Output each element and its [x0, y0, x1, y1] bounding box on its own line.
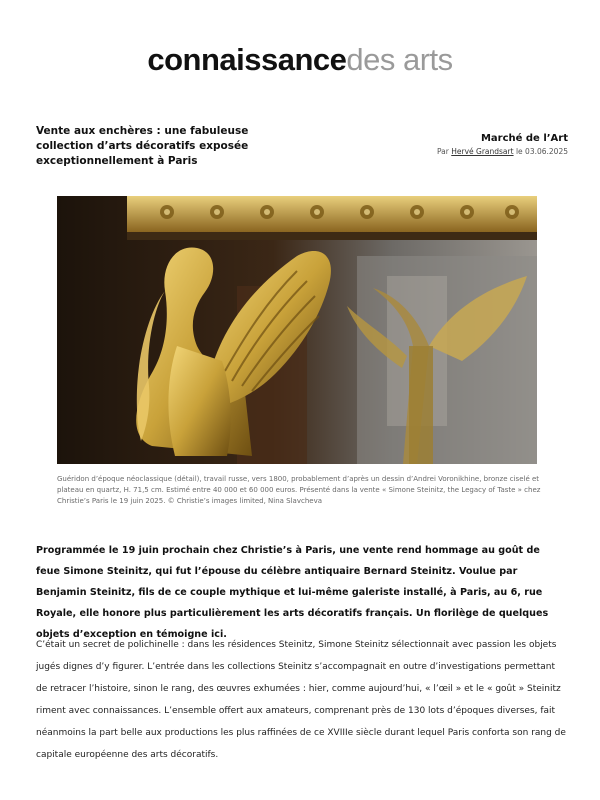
article-body: C’était un secret de polichinelle : dans les résidences Steinitz, Simone Steinitz sélectionnait avec passion les objets jugés dignes d’y figurer. L’entrée dans les collections Steinitz s’accompagnait en outre d’investigations permettant de retracer l’histoire, sinon le rang, des œuvres exhumées : hier, comme aujourd’hui, « l’œil » et le « goût » Steinitz riment avec connaissances. L’ensemble offert aux amateurs, comprenant près de 130 lots d’époques diverses, fait néanmoins la part belle aux productions les plus raffinées de ce XVIIIe siècle durant lequel Paris conforta son rang de capitale européenne des arts décoratifs. — [36, 640, 566, 760]
byline-prefix: Par — [436, 147, 449, 156]
article-headline: Vente aux enchères : une fabuleuse collection d’arts décoratifs exposée exceptionnellement à Paris — [36, 125, 249, 167]
article-byline — [437, 146, 568, 158]
article-date: 03.06.2025 — [525, 147, 568, 156]
logo-text-secondary: des arts — [346, 42, 453, 77]
logo-text-primary: connaissance — [147, 42, 347, 77]
article-meta — [437, 131, 568, 158]
author-link[interactable]: Hervé Grandsart — [451, 147, 514, 156]
article-photo — [57, 196, 537, 464]
gueridon-swan-illustration — [57, 196, 537, 464]
site-logo[interactable] — [0, 40, 600, 80]
date-prefix: le — [515, 147, 523, 156]
photo-caption: Guéridon d’époque néoclassique (détail), travail russe, vers 1800, probablement d’après un dessin d’Andrei Voronikhine, bronze ciselé et plateau en quartz, H. 71,5 cm. Estimé entre 40 000 et 60 000 euros. Présenté dans la vente « Simone Steinitz, the Legacy of Taste » chez Christie’s Paris le 19 juin 2025. © Christie’s images limited, Nina Slavcheva — [57, 475, 541, 505]
article-lead: Programmée le 19 juin prochain chez Christie’s à Paris, une vente rend hommage au goût de feue Simone Steinitz, qui fut l’épouse du célèbre antiquaire Bernard Steinitz. Voulue par Benjamin Steinitz, fils de ce couple mythique et lui-même galeriste installé, à Paris, au 6, rue Royale, elle honore plus particulièrement les arts décoratifs français. Un florilège de quelques objets d’exception en témoigne ici. — [36, 545, 549, 640]
article-rubric[interactable]: Marché de l’Art — [480, 133, 568, 144]
